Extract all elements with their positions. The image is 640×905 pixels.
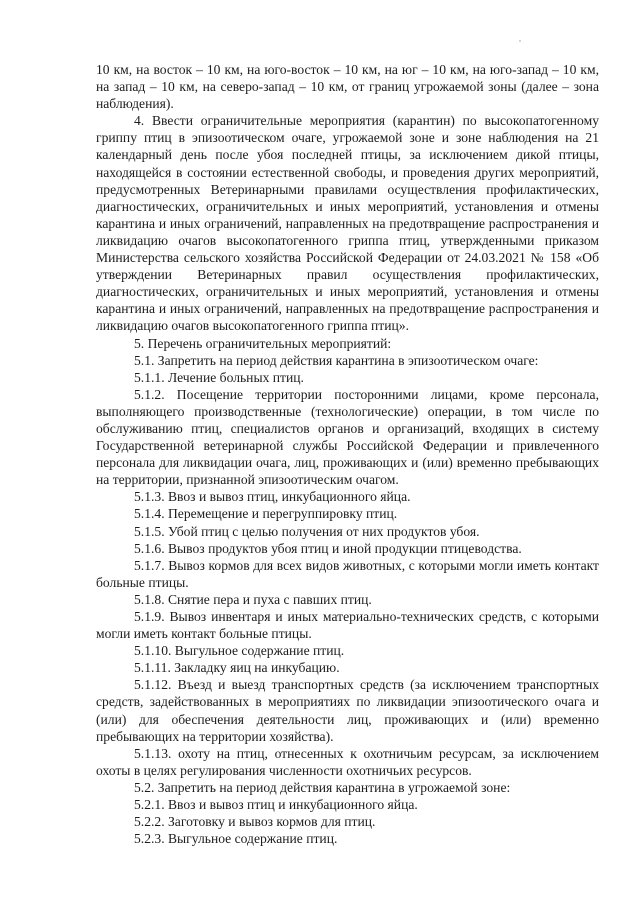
paragraph-item-5-2-3: 5.2.3. Выгульное содержание птиц. <box>134 831 338 847</box>
paragraph-item-5-2: 5.2. Запретить на период действия карантина в угрожаемой зоне: <box>134 779 511 795</box>
paragraph-item-5-1-10: 5.1.10. Выгульное содержание птиц. <box>134 643 345 659</box>
scan-artifact-dot <box>519 40 521 42</box>
paragraph-item-5-1-3: 5.1.3. Ввоз и вывоз птиц, инкубационного яйца. <box>134 489 411 505</box>
paragraph-zone-continuation: 10 км, на восток – 10 км, на юго-восток – 10 км, на юг – 10 км, на юго-запад – 10 км, на запад – 10 км, на северо-запад – 10 км, от границ угрожаемой зоны (далее – зона наблюдения). <box>96 62 599 112</box>
paragraph-item-5-1-7: 5.1.7. Вывоз кормов для всех видов животных, с которыми могли иметь контакт больные птицы. <box>96 557 599 590</box>
paragraph-item-5-2-1: 5.2.1. Ввоз и вывоз птиц и инкубационного яйца. <box>134 797 418 813</box>
paragraph-item-5-1-8: 5.1.8. Снятие пера и пуха с павших птиц. <box>134 591 372 607</box>
paragraph-item-5-heading: 5. Перечень ограничительных мероприятий: <box>134 335 392 351</box>
paragraph-item-5-1-9: 5.1.9. Вывоз инвентаря и иных материально-технических средств, с которыми могли иметь контакт больные птицы. <box>96 609 599 642</box>
paragraph-item-5-1-1: 5.1.1. Лечение больных птиц. <box>134 369 304 385</box>
paragraph-item-5-1-13: 5.1.13. охоту на птиц, отнесенных к охотничьим ресурсам, за исключением охоты в целях регулирования численности охотничьих ресурсов. <box>96 745 599 778</box>
paragraph-item-5-1-2: 5.1.2. Посещение территории посторонними лицами, кроме персонала, выполняющего производственные (технологические) операции, в том числе по обслуживанию птиц, специалистов органов и организаций, входящих в систему Государственной ветеринарной службы Российской Федерации и привлеченного персонала для ликвидации очага, лиц, проживающих и (или) временно пребывающих на территории, признанной эпизоотическим очагом. <box>96 386 599 488</box>
document-page <box>96 61 599 847</box>
paragraph-item-4-quarantine: 4. Ввести ограничительные мероприятия (карантин) по высокопатогенному гриппу птиц в эпизоотическом очаге, угрожаемой зоне и зоне наблюдения на 21 календарный день после убоя последней птицы, за исключением дикой птицы, находящейся в состоянии естественной свободы, и проведения других мероприятий, предусмотренных Ветеринарными правилами осуществления профилактических, диагностических, ограничительных и иных мероприятий, установления и отмены карантина и иных ограничений, направленных на предотвращение распространения и ликвидацию очагов высокопатогенного гриппа птиц, утвержденными приказом Министерства сельского хозяйства Российской Федерации от 24.03.2021 № 158 «Об утверждении Ветеринарных правил осуществления профилактических, диагностических, ограничительных и иных мероприятий, установления и отмены карантина и иных ограничений, направленных на предотвращение распространения и ликвидацию очагов высокопатогенного гриппа птиц». <box>96 113 599 334</box>
paragraph-item-5-1-5: 5.1.5. Убой птиц с целью получения от них продуктов убоя. <box>134 523 480 539</box>
paragraph-item-5-1-12: 5.1.12. Въезд и выезд транспортных средств (за исключением транспортных средств, задействованных в мероприятиях по ликвидации эпизоотического очага и (или) для обеспечения деятельности лиц, проживающих и (или) временно пребывающих на территории хозяйства). <box>96 677 599 744</box>
paragraph-item-5-1-11: 5.1.11. Закладку яиц на инкубацию. <box>134 660 340 676</box>
paragraph-item-5-1-4: 5.1.4. Перемещение и перегруппировку птиц. <box>134 506 398 522</box>
paragraph-item-5-1-6: 5.1.6. Вывоз продуктов убоя птиц и иной продукции птицеводства. <box>134 540 522 556</box>
paragraph-item-5-2-2: 5.2.2. Заготовку и вывоз кормов для птиц. <box>134 814 376 830</box>
paragraph-item-5-1: 5.1. Запретить на период действия карантина в эпизоотическом очаге: <box>134 352 539 368</box>
